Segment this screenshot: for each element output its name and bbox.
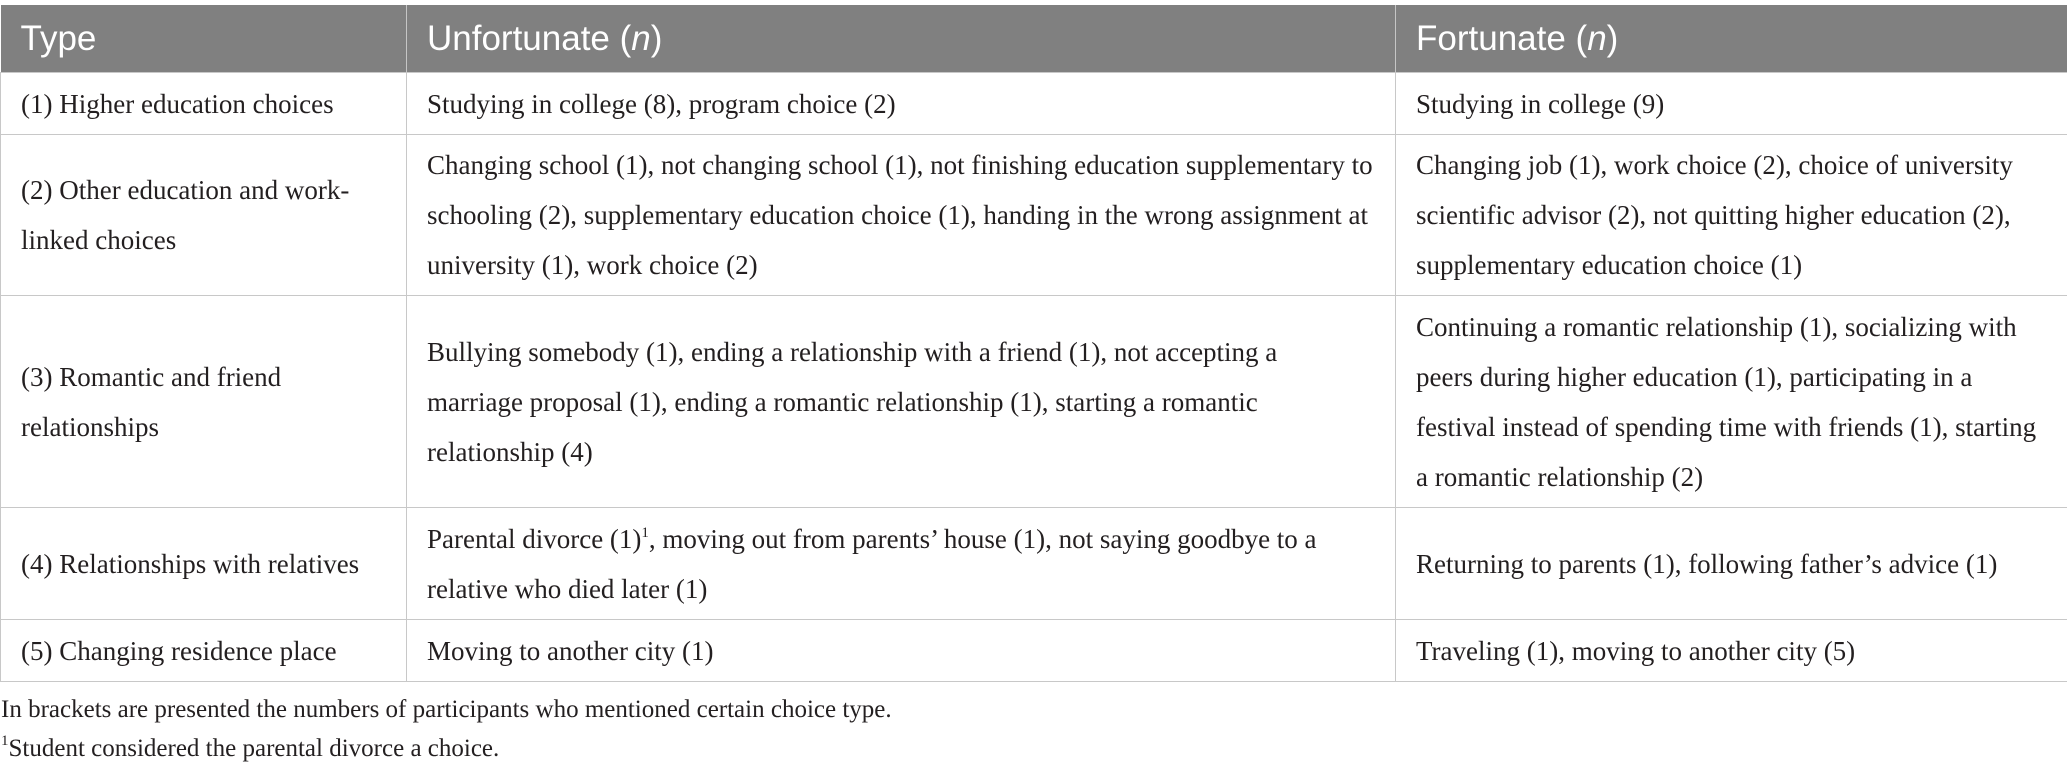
- note-brackets: In brackets are presented the numbers of participants who mentioned certain choice type.: [1, 696, 892, 723]
- header-fortunate-n: n: [1587, 18, 1607, 58]
- table-row: [1, 73, 2067, 135]
- cell-fortunate: Continuing a romantic relationship (1), socializing with peers during higher education (1), participating in a festival instead of spending time with friends (1), starting a romantic relationship (2): [1396, 296, 2067, 508]
- note-footnote: [1, 729, 892, 768]
- header-unfortunate-label: Unfortunate (: [427, 18, 632, 58]
- header-unfortunate-close: ): [650, 18, 663, 58]
- cell-unfortunate: Changing school (1), not changing school (1), not finishing education supplementary to schooling (2), supplementary education choice (1), handing in the wrong assignment at university (1), work choice (2): [407, 135, 1396, 296]
- cell-unfortunate: [407, 508, 1396, 620]
- cell-unfortunate: Studying in college (8), program choice (2): [407, 73, 1396, 135]
- table-body: [1, 73, 2067, 682]
- cell-unfortunate: Moving to another city (1): [407, 620, 1396, 682]
- cell-type: (3) Romantic and friend relationships: [1, 296, 407, 508]
- table-header: [1, 5, 2067, 73]
- table-row: [1, 508, 2067, 620]
- cell-fortunate: Traveling (1), moving to another city (5): [1396, 620, 2067, 682]
- cell-unfortunate-text-a: Parental divorce (1): [427, 523, 642, 554]
- cell-type: (4) Relationships with relatives: [1, 508, 407, 620]
- cell-unfortunate: Bullying somebody (1), ending a relationship with a friend (1), not accepting a marriage proposal (1), ending a romantic relationship (1), starting a romantic relationship (4): [407, 296, 1396, 508]
- header-fortunate: [1396, 5, 2067, 73]
- footnote-marker: 1: [641, 524, 649, 541]
- table-row: [1, 135, 2067, 296]
- table-wrapper: [0, 5, 2067, 682]
- header-type: [1, 5, 407, 73]
- footnote-number: 1: [1, 733, 9, 749]
- table-row: [1, 620, 2067, 682]
- header-fortunate-close: ): [1606, 18, 1619, 58]
- header-unfortunate: [407, 5, 1396, 73]
- cell-fortunate: Studying in college (9): [1396, 73, 2067, 135]
- table-row: [1, 296, 2067, 508]
- footnote-text: Student considered the parental divorce a choice.: [8, 735, 500, 762]
- cell-type: (1) Higher education choices: [1, 73, 407, 135]
- header-unfortunate-n: n: [631, 18, 651, 58]
- cell-unfortunate-text-b: , moving out from parents’ house (1), not saying goodbye to a relative who died later (1): [427, 523, 1317, 604]
- table-notes: [1, 690, 892, 768]
- header-type-label: Type: [20, 18, 97, 58]
- cell-type: (5) Changing residence place: [1, 620, 407, 682]
- cell-fortunate: Returning to parents (1), following father’s advice (1): [1396, 508, 2067, 620]
- cell-fortunate: Changing job (1), work choice (2), choice of university scientific advisor (2), not quitting higher education (2), supplementary education choice (1): [1396, 135, 2067, 296]
- choices-table: [0, 5, 2067, 682]
- header-row: [1, 5, 2067, 73]
- cell-type: (2) Other education and work-linked choices: [1, 135, 407, 296]
- header-fortunate-label: Fortunate (: [1416, 18, 1588, 58]
